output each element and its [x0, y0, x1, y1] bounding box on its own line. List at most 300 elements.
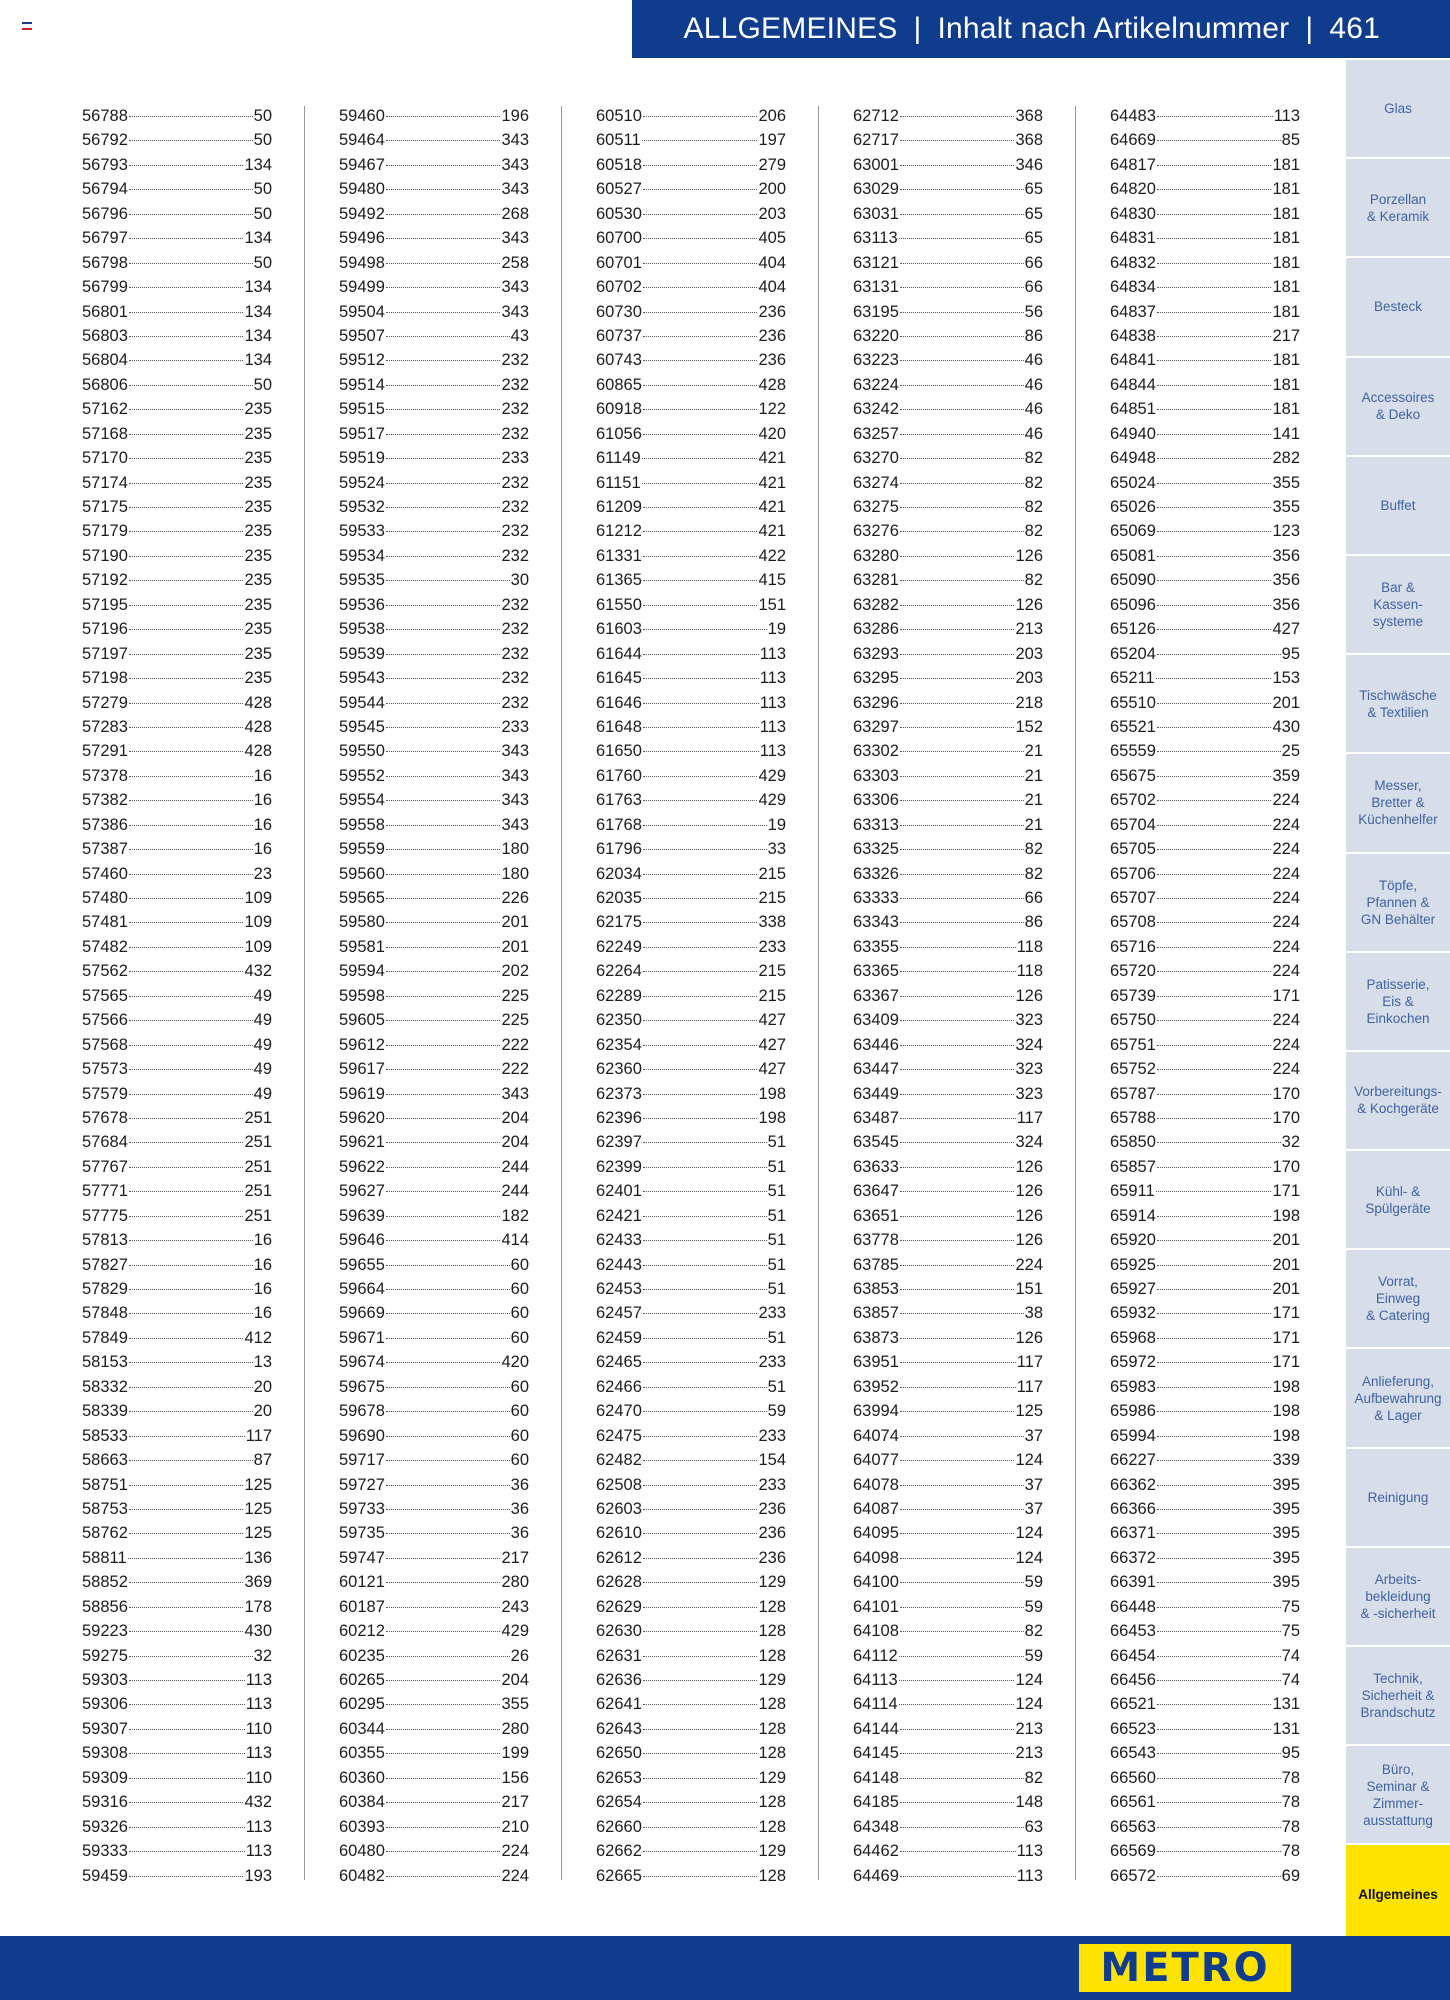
index-entry [339, 739, 529, 763]
page-reference: 171 [1272, 1182, 1300, 1201]
article-number: 59539 [339, 644, 385, 663]
index-entry [1110, 251, 1300, 275]
page-reference: 235 [244, 400, 272, 419]
dot-leader [386, 189, 501, 190]
article-number: 59326 [82, 1817, 128, 1836]
dot-leader [1157, 1460, 1272, 1461]
article-number: 59552 [339, 766, 385, 785]
page-reference: 134 [244, 278, 272, 297]
dot-leader [900, 458, 1024, 459]
index-entry [853, 959, 1043, 983]
page-reference: 197 [758, 131, 786, 150]
article-number: 57174 [82, 473, 128, 492]
index-entry [339, 177, 529, 201]
index-entry [853, 1375, 1043, 1399]
article-number: 59605 [339, 1011, 385, 1030]
index-entry [596, 1106, 786, 1130]
article-number: 63275 [853, 498, 899, 516]
dot-leader [386, 1265, 510, 1266]
category-tab[interactable]: Tischwäsche & Textilien [1346, 655, 1450, 754]
article-number: 65081 [1110, 546, 1156, 565]
page-reference: 181 [1272, 375, 1300, 394]
dot-leader [386, 1240, 501, 1241]
article-number: 61768 [596, 815, 642, 834]
page-reference: 395 [1272, 1475, 1300, 1494]
column-divider [304, 106, 305, 1880]
dot-leader [900, 360, 1024, 361]
article-number: 66448 [1110, 1597, 1156, 1616]
page-reference: 224 [1272, 889, 1300, 907]
index-entry [1110, 1668, 1300, 1692]
article-number: 56803 [82, 326, 128, 345]
index-entry [853, 397, 1043, 421]
category-tab[interactable]: Vorrat, Einweg & Catering [1346, 1250, 1450, 1349]
article-number: 63296 [853, 693, 899, 712]
category-tab[interactable]: Besteck [1346, 258, 1450, 357]
index-entry [853, 1644, 1043, 1668]
dot-leader [1157, 1338, 1272, 1339]
page-reference: 113 [1016, 1842, 1043, 1861]
article-number: 60295 [339, 1695, 385, 1714]
header-subtitle: Inhalt nach Artikelnummer [937, 12, 1290, 45]
index-entry [82, 813, 272, 837]
article-number: 62612 [596, 1548, 642, 1567]
article-number: 66453 [1110, 1622, 1156, 1641]
article-number: 61648 [596, 717, 642, 736]
index-entry [82, 1204, 272, 1228]
article-number: 61650 [596, 742, 642, 761]
index-entry [339, 1350, 529, 1374]
article-number: 60212 [339, 1622, 385, 1641]
page-reference: 113 [1016, 1866, 1043, 1885]
page-reference: 126 [1015, 1231, 1043, 1250]
article-number: 57197 [82, 644, 128, 663]
category-tab[interactable]: Technik, Sicherheit & Brandschutz [1346, 1647, 1450, 1746]
column-divider [561, 106, 562, 1880]
dot-leader [129, 1020, 253, 1021]
page-reference: 235 [244, 498, 272, 516]
index-entry [339, 1375, 529, 1399]
dot-leader [900, 1045, 1015, 1046]
article-number: 62603 [596, 1499, 642, 1518]
page-reference: 16 [253, 1255, 272, 1274]
page-reference: 51 [767, 1206, 786, 1225]
dot-leader [643, 922, 758, 923]
dot-leader [129, 1460, 253, 1461]
dot-leader [1157, 849, 1272, 850]
category-tab[interactable]: Patisserie, Eis & Einkochen [1346, 953, 1450, 1052]
article-number: 57678 [82, 1108, 128, 1127]
page-reference: 235 [244, 571, 272, 590]
dot-leader [386, 947, 501, 948]
index-entry [853, 519, 1043, 543]
page-reference: 126 [1015, 1157, 1043, 1176]
dot-leader [899, 1704, 1015, 1705]
index-entry [596, 1008, 786, 1032]
article-number: 63303 [853, 766, 899, 785]
index-entry [339, 568, 529, 592]
page-reference: 16 [253, 1304, 272, 1323]
page-reference: 126 [1015, 1182, 1043, 1201]
page-reference: 60 [510, 1255, 529, 1274]
dot-leader [129, 336, 244, 337]
article-number: 64832 [1110, 253, 1156, 272]
article-number: 60510 [596, 107, 642, 125]
index-entry [596, 1204, 786, 1228]
article-number: 59581 [339, 937, 385, 956]
article-number: 59460 [339, 107, 385, 125]
article-number: 62175 [596, 913, 642, 932]
dot-leader [643, 1533, 758, 1534]
category-tab[interactable]: Buffet [1346, 457, 1450, 556]
dot-leader [642, 458, 758, 459]
dot-leader [129, 1509, 244, 1510]
index-entry [1110, 544, 1300, 568]
dot-leader [1157, 874, 1272, 875]
index-entry [596, 1644, 786, 1668]
article-number: 63001 [853, 155, 899, 174]
index-entry [853, 1082, 1043, 1106]
page-reference: 113 [245, 1695, 272, 1714]
dot-leader [1157, 1020, 1272, 1021]
page-reference: 85 [1281, 131, 1300, 150]
page-reference: 82 [1024, 449, 1043, 468]
page-reference: 430 [1272, 717, 1300, 736]
page-reference: 224 [1272, 864, 1300, 883]
dot-leader [1157, 287, 1272, 288]
page-reference: 171 [1272, 1353, 1300, 1372]
article-number: 64838 [1110, 326, 1156, 345]
article-number: 57198 [82, 669, 128, 688]
article-number: 66561 [1110, 1793, 1156, 1812]
article-number: 60384 [339, 1793, 385, 1812]
index-entry [1110, 1473, 1300, 1497]
page-reference: 51 [767, 1377, 786, 1396]
article-number: 65739 [1110, 986, 1156, 1005]
article-number: 63029 [853, 180, 899, 199]
article-number: 65927 [1110, 1280, 1156, 1298]
dot-leader [386, 996, 501, 997]
dot-leader [386, 1436, 510, 1437]
dot-leader [643, 385, 758, 386]
index-entry [82, 1277, 272, 1301]
article-number: 57482 [82, 937, 128, 956]
index-entry [339, 519, 529, 543]
index-entry [596, 1375, 786, 1399]
article-number: 62653 [596, 1768, 642, 1787]
page-reference: 251 [244, 1206, 272, 1225]
article-number: 59580 [339, 913, 385, 932]
index-entry [596, 544, 786, 568]
index-entry [596, 1766, 786, 1790]
page-reference: 368 [1015, 131, 1043, 150]
dot-leader [1157, 189, 1272, 190]
category-tab[interactable]: Töpfe, Pfannen & GN Behälter [1346, 854, 1450, 953]
category-tab[interactable]: Glas [1346, 60, 1450, 159]
dot-leader [900, 140, 1015, 141]
article-number: 64831 [1110, 229, 1156, 248]
page-reference: 125 [244, 1475, 272, 1494]
article-number: 61644 [596, 644, 642, 663]
dot-leader [643, 1289, 767, 1290]
category-tab[interactable]: Accessoires & Deko [1346, 358, 1450, 457]
dot-leader [1157, 1313, 1272, 1314]
index-entry [339, 471, 529, 495]
page-reference: 75 [1281, 1597, 1300, 1616]
page-reference: 109 [244, 937, 272, 956]
article-number: 57813 [82, 1231, 128, 1250]
index-entry [339, 1692, 529, 1716]
article-number: 56792 [82, 131, 128, 150]
page-reference: 346 [1015, 155, 1043, 174]
index-entry [1110, 153, 1300, 177]
article-number: 57775 [82, 1206, 128, 1225]
dot-leader [129, 1118, 244, 1119]
index-entry [596, 642, 786, 666]
category-tab[interactable]: Anlieferung, Aufbewahrung & Lager [1346, 1349, 1450, 1448]
page-reference: 198 [1272, 1206, 1300, 1225]
article-number: 64851 [1110, 400, 1156, 419]
index-entry [596, 1350, 786, 1374]
page-reference: 224 [1272, 840, 1300, 859]
article-number: 63446 [853, 1035, 899, 1054]
article-number: 65850 [1110, 1133, 1156, 1152]
article-number: 63302 [853, 742, 899, 761]
index-entry [853, 1179, 1043, 1203]
dot-leader [1157, 1631, 1281, 1632]
dot-leader [643, 1729, 758, 1730]
dot-leader [643, 678, 759, 679]
article-number: 59639 [339, 1206, 385, 1225]
page-reference: 50 [253, 375, 272, 394]
dot-leader [129, 140, 253, 141]
article-number: 64087 [853, 1499, 899, 1518]
article-number: 60701 [596, 253, 642, 272]
page-reference: 232 [501, 400, 529, 419]
article-number: 60527 [596, 180, 642, 199]
page-reference: 232 [501, 498, 529, 516]
dot-leader [386, 1802, 501, 1803]
index-entry [853, 1326, 1043, 1350]
page-reference: 109 [244, 913, 272, 932]
index-entry [339, 1766, 529, 1790]
page-reference: 49 [253, 1084, 272, 1103]
index-entry [1110, 1521, 1300, 1545]
dot-leader [1157, 483, 1272, 484]
article-number: 63325 [853, 840, 899, 859]
article-number: 66227 [1110, 1451, 1156, 1470]
index-entry [596, 1668, 786, 1692]
page-reference: 404 [758, 278, 786, 297]
index-entry [596, 1448, 786, 1472]
article-number: 64112 [853, 1646, 898, 1665]
page-reference: 82 [1024, 571, 1043, 590]
index-entry [1110, 275, 1300, 299]
dot-leader [1157, 1216, 1272, 1217]
page-reference: 198 [758, 1108, 786, 1127]
page-reference: 412 [244, 1328, 272, 1347]
article-number: 62465 [596, 1353, 642, 1372]
page-reference: 50 [253, 253, 272, 272]
page-reference: 33 [767, 840, 786, 859]
article-number: 62399 [596, 1157, 642, 1176]
index-entry [853, 471, 1043, 495]
category-tab[interactable]: Bar & Kassen- systeme [1346, 556, 1450, 655]
dot-leader [129, 434, 244, 435]
dot-leader [386, 922, 501, 923]
dot-leader [900, 898, 1024, 899]
index-entry [596, 1570, 786, 1594]
index-entry [82, 1253, 272, 1277]
page-reference: 30 [510, 571, 529, 590]
article-number: 62712 [853, 107, 899, 125]
category-tab[interactable]: Allgemeines [1346, 1845, 1450, 1945]
index-entry [1110, 1375, 1300, 1399]
page-reference: 233 [758, 937, 786, 956]
page-reference: 225 [501, 1011, 529, 1030]
dot-leader [386, 971, 501, 972]
dot-leader [642, 140, 758, 141]
category-tab[interactable]: Reinigung [1346, 1449, 1450, 1548]
page-reference: 125 [244, 1524, 272, 1543]
dot-leader [1157, 898, 1272, 899]
page-reference: 16 [253, 1280, 272, 1298]
dot-leader [1157, 922, 1272, 923]
dot-leader [1156, 1191, 1272, 1192]
index-entry [82, 1839, 272, 1863]
dot-leader [643, 1265, 767, 1266]
index-entry [82, 226, 272, 250]
index-entry [339, 1668, 529, 1692]
language-flag-icon[interactable] [22, 22, 32, 29]
index-entry [596, 984, 786, 1008]
index-entry [339, 300, 529, 324]
index-entry [853, 739, 1043, 763]
article-number: 65788 [1110, 1108, 1156, 1127]
article-number: 62629 [596, 1597, 642, 1616]
article-number: 57283 [82, 717, 128, 736]
dot-leader [900, 1069, 1015, 1070]
article-number: 56801 [82, 302, 128, 321]
index-entry [82, 1692, 272, 1716]
index-entry [82, 1815, 272, 1839]
article-number: 66366 [1110, 1499, 1156, 1518]
page-reference: 343 [501, 302, 529, 321]
article-number: 58663 [82, 1451, 128, 1470]
page-reference: 46 [1024, 375, 1043, 394]
article-number: 65925 [1110, 1255, 1156, 1274]
index-entry [596, 1082, 786, 1106]
index-entry [339, 1741, 529, 1765]
dot-leader [643, 1338, 767, 1339]
article-number: 63131 [853, 278, 899, 297]
article-number: 63274 [853, 473, 899, 492]
dot-leader [129, 1313, 253, 1314]
dot-leader [386, 1656, 510, 1657]
article-number: 57168 [82, 424, 128, 443]
dot-leader [643, 971, 758, 972]
dot-leader [1157, 605, 1272, 606]
page-reference: 215 [758, 889, 786, 907]
index-entry [596, 1717, 786, 1741]
index-entry [596, 104, 786, 128]
page-reference: 124 [1015, 1695, 1043, 1714]
page-reference: 235 [244, 620, 272, 639]
dot-leader [129, 409, 244, 410]
dot-leader [643, 409, 758, 410]
article-number: 59467 [339, 155, 385, 174]
category-tab[interactable]: Arbeits- bekleidung & -sicherheit [1346, 1548, 1450, 1647]
dot-leader [643, 116, 758, 117]
page-reference: 368 [1015, 107, 1043, 125]
page-reference: 131 [1272, 1695, 1300, 1714]
index-entry [1110, 1082, 1300, 1106]
dot-leader [643, 507, 758, 508]
page-reference: 428 [244, 742, 272, 761]
index-entry [1110, 1741, 1300, 1765]
index-entry [1110, 1595, 1300, 1619]
index-entry [339, 1595, 529, 1619]
article-number: 59622 [339, 1157, 385, 1176]
category-tab[interactable]: Vorbereitungs- & Kochgeräte [1346, 1052, 1450, 1151]
article-number: 59619 [339, 1084, 385, 1103]
page-reference: 339 [1272, 1451, 1300, 1470]
index-entry [82, 1619, 272, 1643]
page-reference: 37 [1024, 1475, 1043, 1494]
index-entry [1110, 1326, 1300, 1350]
index-entry [596, 568, 786, 592]
index-entry [339, 324, 529, 348]
page-reference: 235 [244, 449, 272, 468]
index-entry [1110, 1057, 1300, 1081]
page-reference: 37 [1024, 1499, 1043, 1518]
page-reference: 126 [1015, 595, 1043, 614]
index-entry [596, 177, 786, 201]
index-entry [339, 813, 529, 837]
category-tab[interactable]: Porzellan & Keramik [1346, 159, 1450, 258]
article-number: 56788 [82, 107, 128, 125]
index-entry [853, 1301, 1043, 1325]
category-tab[interactable]: Büro, Seminar & Zimmer- ausstattung [1346, 1746, 1450, 1845]
article-number: 63282 [853, 595, 899, 614]
index-entry [853, 226, 1043, 250]
page-reference: 235 [244, 595, 272, 614]
dot-leader [643, 1094, 758, 1095]
page-reference: 356 [1272, 595, 1300, 614]
dot-leader [900, 703, 1015, 704]
dot-leader [1157, 434, 1272, 435]
page-reference: 117 [1016, 1353, 1043, 1372]
index-entry [1110, 1228, 1300, 1252]
index-entry [1110, 984, 1300, 1008]
page-reference: 343 [501, 742, 529, 761]
dot-leader [643, 287, 758, 288]
dot-leader [386, 483, 501, 484]
page-reference: 66 [1024, 278, 1043, 297]
dot-leader [900, 727, 1015, 728]
page-reference: 78 [1281, 1817, 1300, 1836]
index-entry [853, 422, 1043, 446]
article-number: 62482 [596, 1451, 642, 1470]
category-tab[interactable]: Messer, Bretter & Küchenhelfer [1346, 754, 1450, 853]
page-reference: 427 [758, 1011, 786, 1030]
category-tab[interactable]: Kühl- & Spülgeräte [1346, 1151, 1450, 1250]
page-reference: 82 [1024, 864, 1043, 883]
dot-leader [386, 825, 501, 826]
dot-leader [900, 1289, 1015, 1290]
page-reference: 152 [1015, 717, 1043, 736]
dot-leader [643, 1509, 758, 1510]
